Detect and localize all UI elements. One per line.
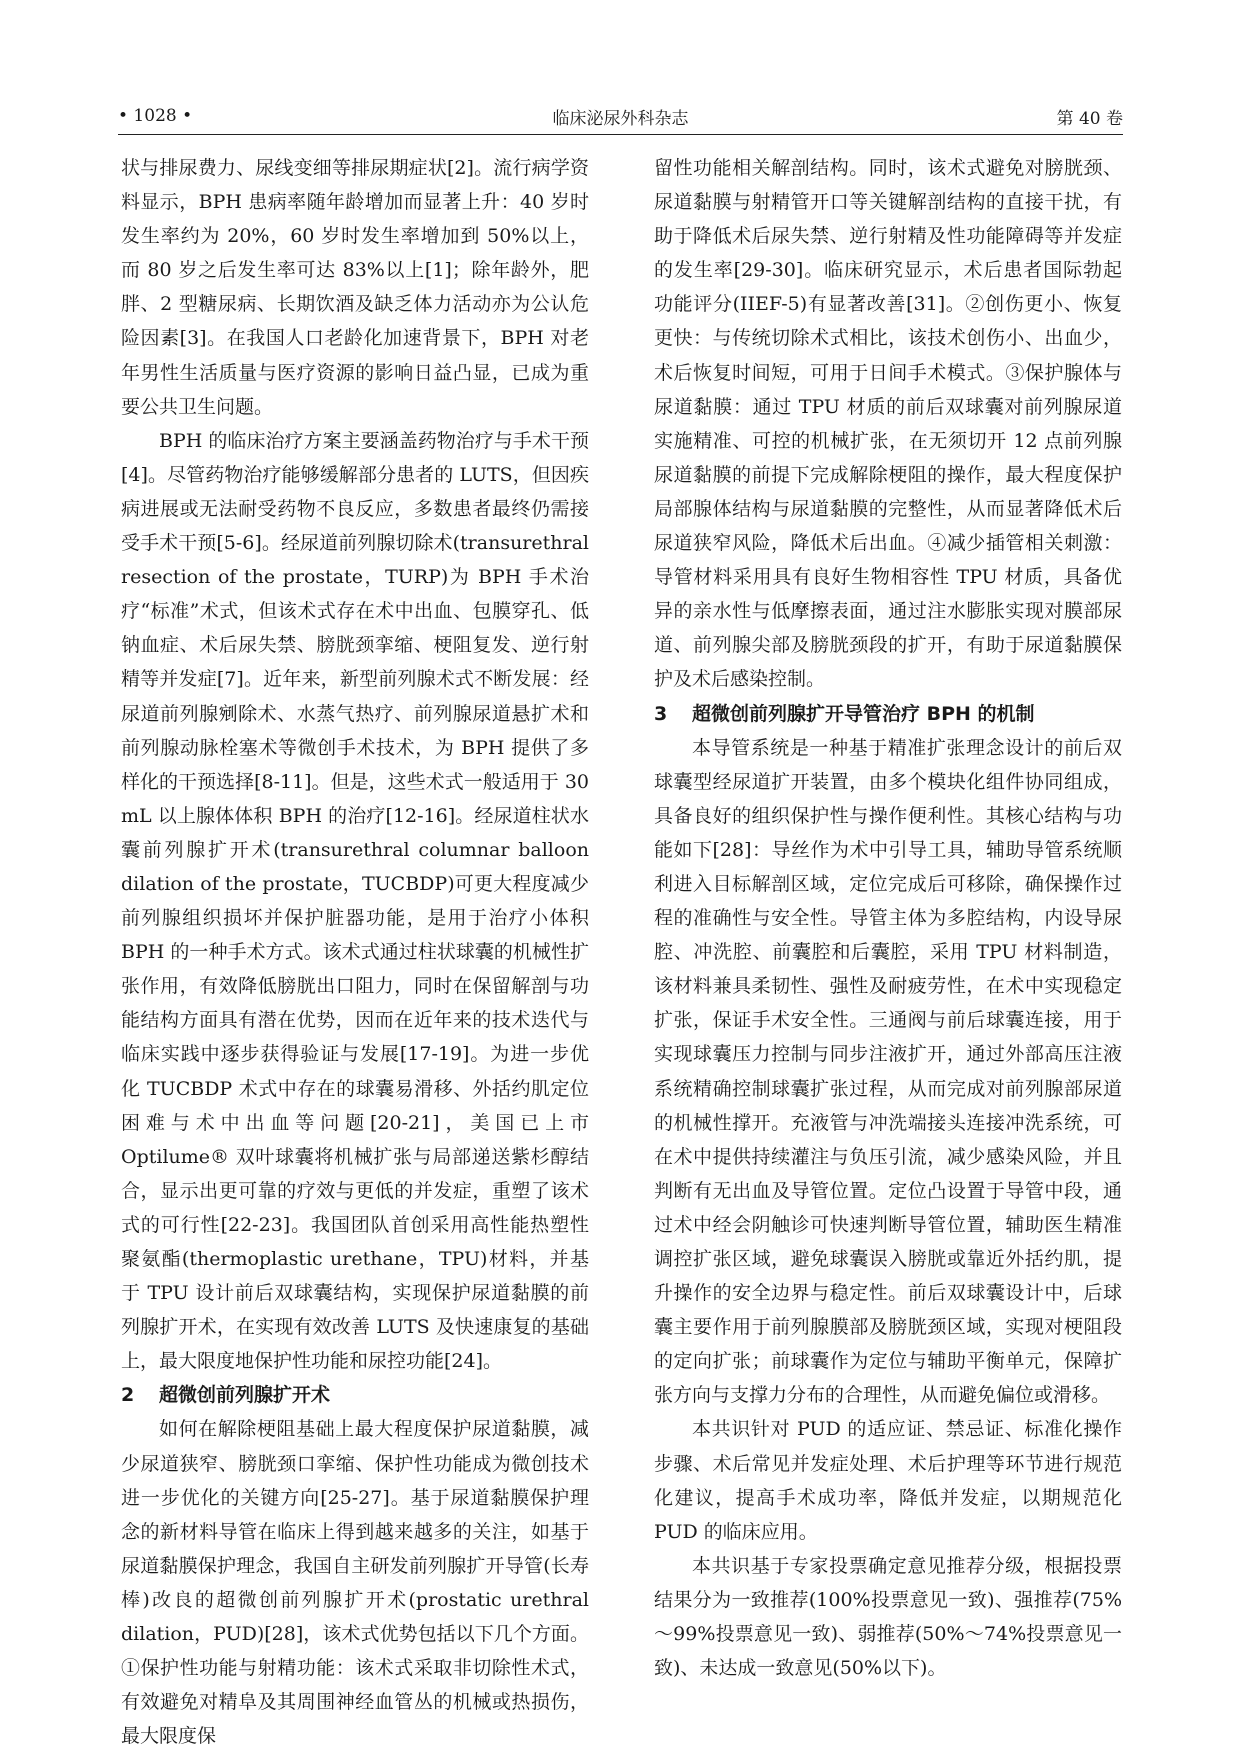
page-number: • 1028 • [118,106,193,126]
volume-label: 第 40 卷 [1056,108,1123,129]
paragraph-recommendation-grading: 本共识基于专家投票确定意见推荐分级，根据投票结果分为一致推荐(100%投票意见一致)、强推荐(75%～99%投票意见一致)、弱推荐(50%～74%投票意见一致)、未达成一致意见(50%以下)。 [654,1554,1122,1680]
paragraph-pud-advantages-continued: 留性功能相关解剖结构。同时，该术式避免对膀胱颈、尿道黏膜与射精管开口等关键解剖结构的直接干扰，有助于降低术后尿失禁、逆行射精及性功能障碍等并发症的发生率[29-30]。临床研究显示，术后患者国际勃起功能评分(IIEF-5)有显著改善[31]。②创伤更小、恢复更快：与传统切除术式相比，该技术创伤小、出血少，术后恢复时间短，可用于日间手术模式。③保护腺体与尿道黏膜：通过 TPU 材质的前后双球囊对前列腺尿道实施精准、可控的机械扩张，在无须切开 12 点前列腺尿道黏膜的前提下完成解除梗阻的操作，最大程度保护局部腺体结构与尿道黏膜的完整性，从而显著降低术后尿道狭窄风险，降低术后出血。④减少插管相关刺激：导管材料采用具有良好生物相容性 TPU 材质，具备优异的亲水性与低摩擦表面，通过注水膨胀实现对膜部尿道、前列腺尖部及膀胱颈段的扩开，有助于尿道黏膜保护及术后感染控制。 [654,157,1122,691]
section-3-title: 超微创前列腺扩开导管治疗 BPH 的机制 [692,702,1035,725]
page-header [118,98,1123,135]
left-column [121,151,589,1753]
paragraph-consensus-scope: 本共识针对 PUD 的适应证、禁忌证、标准化操作步骤、术后常见并发症处理、术后护理等环节进行规范化建议，提高手术成功率，降低并发症，以期规范化 PUD 的临床应用。 [654,1418,1122,1543]
paragraph-pud-advantages: 如何在解除梗阻基础上最大程度保护尿道黏膜，减少尿道狭窄、膀胱颈口挛缩、保护性功能成为微创技术进一步优化的关键方向[25-27]。基于尿道黏膜保护理念的新材料导管在临床上得到越来越多的关注，如基于尿道黏膜保护理念，我国自主研发前列腺扩开导管(长寿棒)改良的超微创前列腺扩开术(prostatic urethral dilation，PUD)[28]，该术式优势包括以下几个方面。①保护性功能与射精功能：该术式采取非切除性术式，有效避免对精阜及其周围神经血管丛的机械或热损伤，最大限度保 [121,1418,589,1748]
paragraph-intro-continued: 状与排尿费力、尿线变细等排尿期症状[2]。流行病学资料显示，BPH 患病率随年龄增加而显著上升：40 岁时发生率约为 20%，60 岁时发生率增加到 50%以上，而 80 岁之后发生率可达 83%以上[1]；除年龄外，肥胖、2 型糖尿病、长期饮酒及缺乏体力活动亦为公认危险因素[3]。在我国人口老龄化加速背景下，BPH 对老年男性生活质量与医疗资源的影响日益凸显，已成为重要公共卫生问题。 [121,157,589,418]
section-3-heading [654,697,1122,731]
section-2-title: 超微创前列腺扩开术 [159,1384,331,1407]
section-2-heading [121,1378,589,1412]
section-2-number: 2 [121,1384,135,1407]
section-3-number: 3 [654,702,668,725]
journal-title: 临床泌尿外科杂志 [552,108,689,129]
paragraph-treatment-options: BPH 的临床治疗方案主要涵盖药物治疗与手术干预[4]。尽管药物治疗能够缓解部分患者的 LUTS，但因疾病进展或无法耐受药物不良反应，多数患者最终仍需接受手术干预[5-6]。经尿道前列腺切除术(transurethral resection of the prostate，TURP)为 BPH 手术治疗“标准”术式，但该术式存在术中出血、包膜穿孔、低钠血症、术后尿失禁、膀胱颈挛缩、梗阻复发、逆行射精等并发症[7]。近年来，新型前列腺术式不断发展：经尿道前列腺剜除术、水蒸气热疗、前列腺尿道悬扩术和前列腺动脉栓塞术等微创手术技术，为 BPH 提供了多样化的干预选择[8-11]。但是，这些术式一般适用于 30 mL 以上腺体体积 BPH 的治疗[12-16]。经尿道柱状水囊前列腺扩开术(transurethral columnar balloon dilation of the prostate，TUCBDP)可更大程度减少前列腺组织损坏并保护脏器功能，是用于治疗小体积 BPH 的一种手术方式。该术式通过柱状球囊的机械性扩张作用，有效降低膀胱出口阻力，同时在保留解剖与功能结构方面具有潜在优势，因而在近年来的技术迭代与临床实践中逐步获得验证与发展[17-19]。为进一步优化 TUCBDP 术式中存在的球囊易滑移、外括约肌定位困难与术中出血等问题[20-21]，美国已上市 Optilume® 双叶球囊将机械扩张与局部递送紫杉醇结合，显示出更可靠的疗效与更低的并发症，重塑了该术式的可行性[22-23]。我国团队首创采用高性能热塑性聚氨酯(thermoplastic urethane，TPU)材料，并基于 TPU 设计前后双球囊结构，实现保护尿道黏膜的前列腺扩开术，在实现有效改善 LUTS 及快速康复的基础上，最大限度地保护性功能和尿控功能[24]。 [121,429,589,1373]
paragraph-catheter-mechanism: 本导管系统是一种基于精准扩张理念设计的前后双球囊型经尿道扩开装置，由多个模块化组件协同组成，具备良好的组织保护性与操作便利性。其核心结构与功能如下[28]：导丝作为术中引导工具，辅助导管系统顺利进入目标解剖区域，定位完成后可移除，确保操作过程的准确性与安全性。导管主体为多腔结构，内设导尿腔、冲洗腔、前囊腔和后囊腔，采用 TPU 材料制造，该材料兼具柔韧性、强性及耐疲劳性，在术中实现稳定扩张，保证手术安全性。三通阀与前后球囊连接，用于实现球囊压力控制与同步注液扩开，通过外部高压注液系统精确控制球囊扩张过程，从而完成对前列腺部尿道的机械性撑开。充液管与冲洗端接头连接冲洗系统，可在术中提供持续灌注与负压引流，减少感染风险，并且判断有无出血及导管位置。定位凸设置于导管中段，通过术中经会阴触诊可快速判断导管位置，辅助医生精准调控扩张区域，避免球囊误入膀胱或靠近外括约肌，提升操作的安全边界与稳定性。前后双球囊设计中，后球囊主要作用于前列腺膜部及膀胱颈区域，实现对梗阻段的定向扩张；前球囊作为定位与辅助平衡单元，保障扩张方向与支撑力分布的合理性，从而避免偏位或滑移。 [654,736,1122,1407]
right-column [654,151,1122,1685]
